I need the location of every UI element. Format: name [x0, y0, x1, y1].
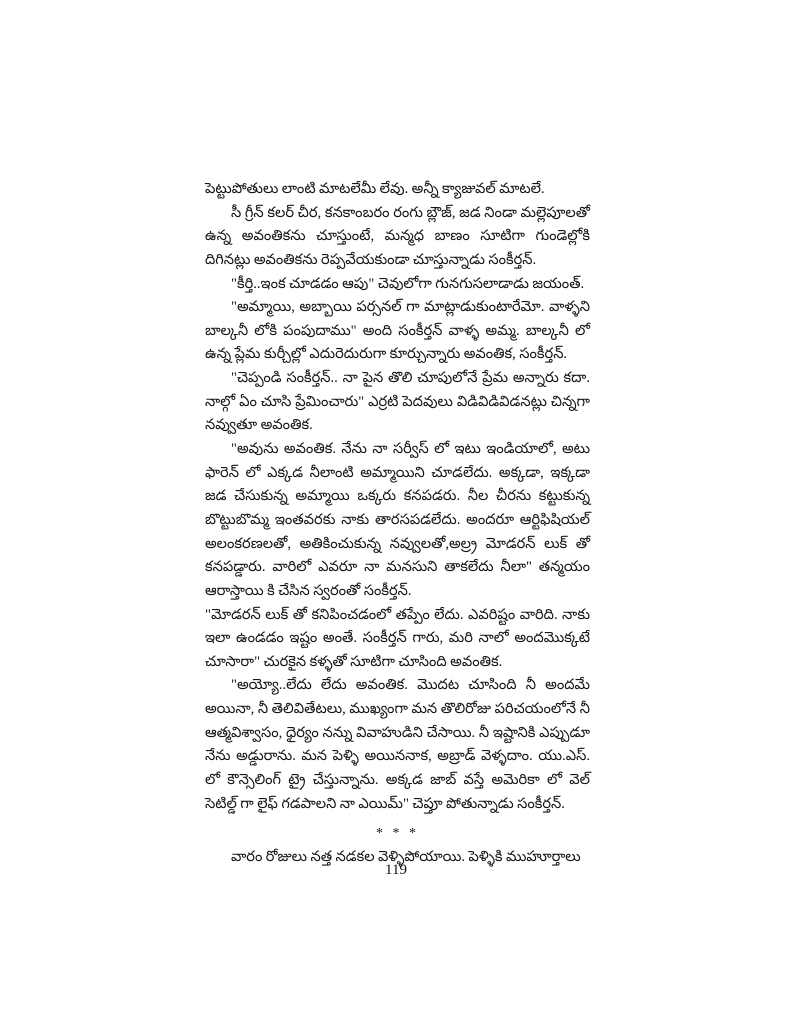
paragraph: "అమ్మాయి, అబ్బాయి పర్సనల్ గా మాట్లాడుకుంటారేమో. వాళ్ళని బాల్కనీ లోకి పంపుదాము" అంది సంకీర్తన్ వాళ్ళ అమ్మ. బాల్కనీ లో ఉన్న ప్లేమ కుర్చీల్లో ఎదురెదురుగా కూర్చున్నారు అవంతిక, సంకీర్తన్. [205, 299, 590, 363]
paragraph: "మోడరన్ లుక్ తో కనిపించడంలో తప్పేం లేదు. ఎవరిష్టం వారిది. నాకు ఇలా ఉండడం ఇష్టం అంతే. సంకీర్తన్ గారు, మరి నాలో అందమొక్కటే చూసారా" చురకైన కళ్ళతో సూటిగా చూసింది అవంతిక. [205, 606, 590, 670]
paragraph: సీ గ్రీన్ కలర్ చీర, కనకాంబరం రంగు బ్లౌజ్, జడ నిండా మల్లెపూలతో ఉన్న అవంతికను చూస్తుంటే, మన్మధ బాణం సూటిగా గుండెల్లోకి దిగినట్లు అవంతికను రెప్పవేయకుండా చూస్తున్నాడు సంకీర్తన్. [205, 204, 590, 268]
section-break: * * * [376, 826, 419, 842]
paragraph: వారం రోజులు నత్త నడకల వెళ్ళిపోయాయి. పెళ్ళికి ముహూర్తాలు [231, 849, 581, 866]
page-number: 119 [385, 862, 407, 878]
paragraph: పెట్టుపోతులు లాంటి మాటలేమీ లేవు. అన్నీ క్యాజువల్ మాటలే. [205, 181, 545, 197]
body-text-column [205, 178, 590, 870]
paragraph: "అవును అవంతిక. నేను నా సర్వీస్ లో ఇటు ఇండియాలో, అటు ఫారెన్ లో ఎక్కడ నీలాంటి అమ్మాయిని చూడలేదు. అక్కడా, ఇక్కడా జడ చేసుకున్న అమ్మాయి ఒక్కరు కనపడరు. నీల చీరను కట్టుకున్న బొట్టుబొమ్మ ఇంతవరకు నాకు తారసపడలేదు. అందరూ ఆర్టిఫిషియల్ అలంకరణలతో, అతికించుకున్న నవ్వులతో,అల్ర్ర మోడరన్ లుక్ తో కనపడ్డారు. వారిలో ఎవరూ నా మనసుని తాకలేదు నీలా" తన్మయం ఆరాస్తాయి కి చేసిన స్వరంతో సంకీర్తన్. [205, 441, 590, 599]
paragraph: "అయ్యో..లేదు లేదు అవంతిక. మొదట చూసింది నీ అందమే అయినా, నీ తెలివితేటలు, ముఖ్యంగా మన తొలిరోజు పరిచయంలోనే నీ ఆత్మవిశ్వాసం, ధైర్యం నన్ను వివాహుడిని చేసాయి. నీ ఇష్టానికి ఎప్పుడూ నేను అడ్డురాను. మన పెళ్ళి అయిననాక, అబ్రాడ్ వెళ్ళదాం. యు.ఎస్. లో కౌన్సెలింగ్ ట్రై చేస్తున్నాను. అక్కడ జాబ్ వస్తే అమెరికా లో వెల్ సెటిల్డ్ గా లైఫ్ గడపాలని నా ఎయిమ్" చెప్తూ పోతున్నాడు సంకీర్తన్. [205, 677, 590, 812]
paragraph: "కీర్తి..ఇంక చూడడం ఆపు" చెవులోగా గునగుసలాడాడు జయంత్. [231, 275, 585, 292]
paragraph: "చెప్పండి సంకీర్తన్.. నా పైన తొలి చూపులోనే ప్రేమ అన్నారు కదా. నాల్గో ఏం చూసి ప్రేమించారు" ఎర్రటి పెదవులు విడివిడివిడనట్లు చిన్నగా నవ్వుతూ అవంతిక. [205, 370, 590, 434]
